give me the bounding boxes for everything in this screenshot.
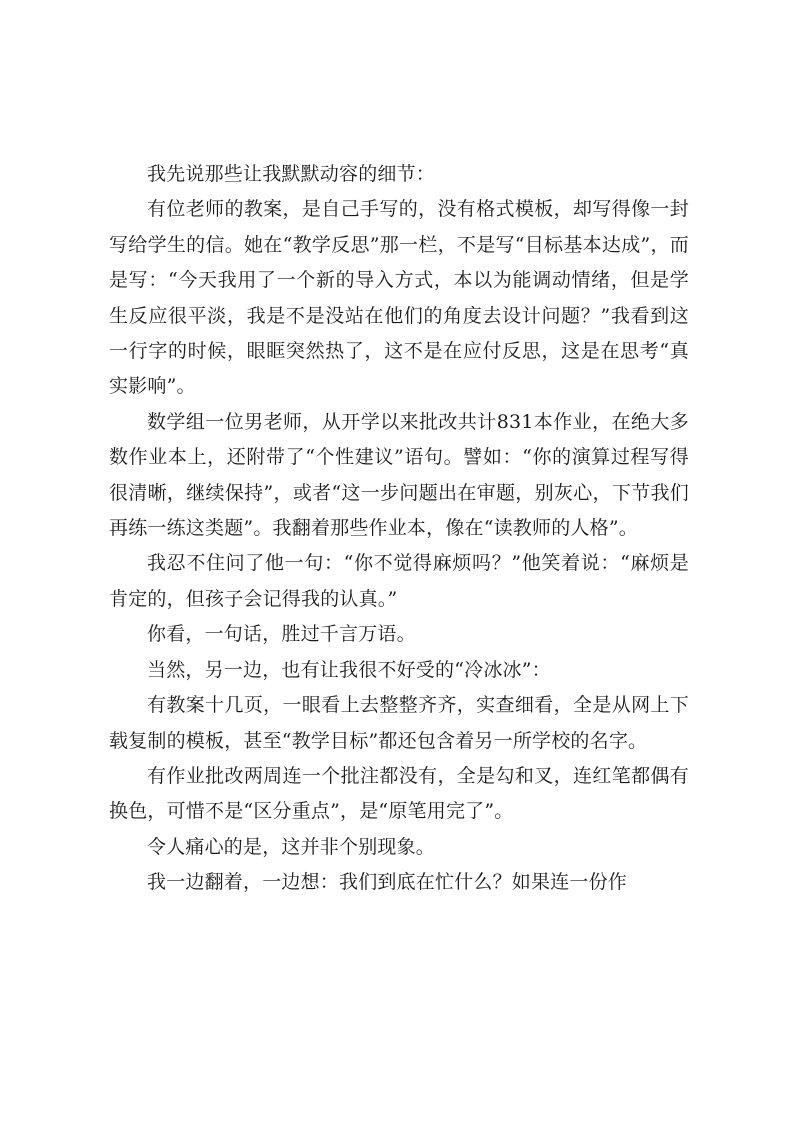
paragraph-cold-side: 当然，另一边，也有让我很不好受的“冷冰冰”：	[147, 658, 551, 681]
paragraph-reflection: 我一边翻着，一边想：我们到底在忙什么？如果连一份作	[147, 871, 628, 894]
paragraph-lesson-plan: 有位老师的教案，是自己手写的，没有格式模板，却写得像一封写给学生的信。她在“教学反思”那一栏，不是写“目标基本达成”，而是写：“今天我用了一个新的导入方式，本以为能调动情绪，但是学生反应很平淡，我是不是没站在他们的角度去设计问题？”我看到这一行字的时候，眼眶突然热了，这不是在应付反思，这是在思考“真实影响”。	[109, 198, 689, 398]
paragraph-intro: 我先说那些让我默默动容的细节：	[147, 163, 436, 185]
document-body	[109, 157, 689, 901]
paragraph-one-sentence: 你看，一句话，胜过千言万语。	[147, 623, 416, 646]
paragraph-question: 我忍不住问了他一句：“你不觉得麻烦吗？”他笑着说：“麻烦是肯定的，但孩子会记得我的认真。”	[109, 552, 689, 610]
paragraph-not-isolated: 令人痛心的是，这并非个别现象。	[147, 835, 436, 858]
paragraph-math-teacher: 数学组一位男老师，从开学以来批改共计831本作业，在绝大多数作业本上，还附带了“个性建议”语句。譬如：“你的演算过程写得很清晰，继续保持”，或者“这一步问题出在审题，别灰心，下节我们再练一练这类题”。我翻着那些作业本，像在“读教师的人格”。	[109, 410, 689, 540]
paragraph-no-comments: 有作业批改两周连一个批注都没有，全是勾和叉，连红笔都偶有换色，可惜不是“区分重点”，是“原笔用完了”。	[109, 764, 689, 823]
paragraph-copied-template: 有教案十几页，一眼看上去整整齐齐，实查细看，全是从网上下载复制的模板，甚至“教学目标”都还包含着另一所学校的名字。	[109, 694, 689, 752]
